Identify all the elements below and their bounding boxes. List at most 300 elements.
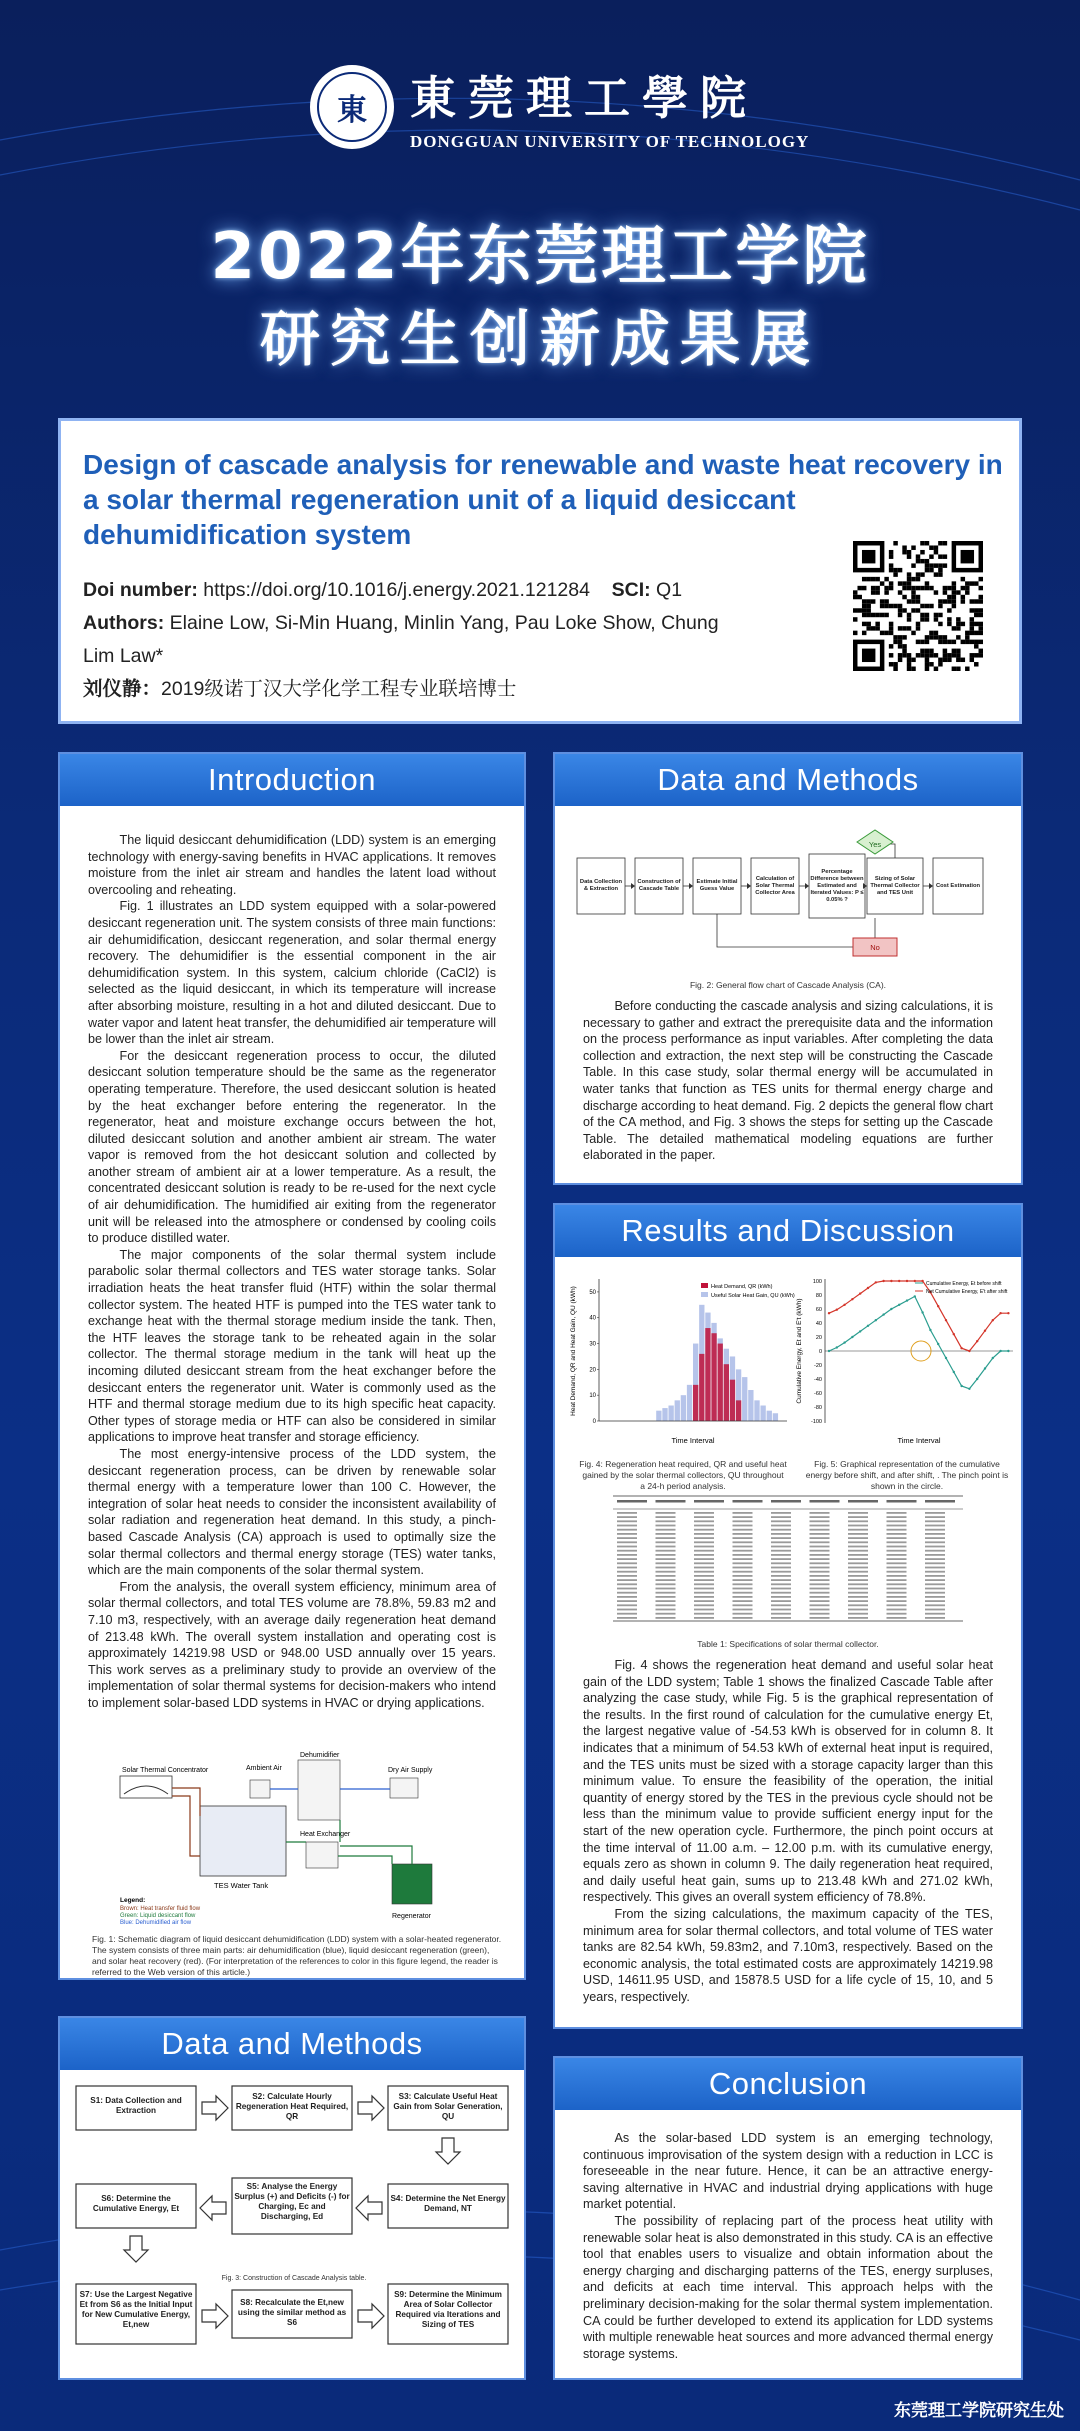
table-cell [810, 1516, 830, 1518]
table-cell [887, 1541, 907, 1543]
fig4-bar-useful-heat [687, 1385, 692, 1421]
table-cell [887, 1546, 907, 1548]
fig4-bar-heat-demand [724, 1364, 729, 1421]
table-cell [656, 1537, 676, 1539]
table-cell [694, 1596, 714, 1598]
table-cell [771, 1567, 791, 1569]
table-cell [887, 1600, 907, 1602]
fig5-ytick: -60 [814, 1391, 822, 1397]
fig4-caption: Fig. 4: Regeneration heat required, QR and useful heat gained by the solar thermal collectors, QU throughout a 24-h period analysis. [579, 1459, 787, 1491]
intro-paragraph: Fig. 1 illustrates an LDD system equipped with a solar-powered desiccant regeneration unit. The system consists of three main functions: air dehumidification, desiccant regeneration, and solar thermal energy recovery. The dehumidifier is the essential component in the air dehumidification system. In this system, calcium chloride (CaCl2) is selected as the liquid desiccant, in which its temperature will increase after absorbing moisture, resulting in a hot and diluted desiccant. Due to water vapor and latent heat transfer, the dehumidified air temperature will be lower than the inlet air stream. [88, 899, 496, 1047]
table-cell [694, 1575, 714, 1577]
table-cell [771, 1541, 791, 1543]
table-cell [925, 1575, 945, 1577]
fig4-bar-useful-heat [760, 1406, 765, 1421]
university-name-en: DONGGUAN UNIVERSITY OF TECHNOLOGY [410, 132, 810, 151]
table1-cascade-table [613, 1495, 963, 1633]
conclusion-paragraph: As the solar-based LDD system is an emerging technology, continuous improvisation of the system design with a reduction in LCC is foreseeable in the near future. Hence, it can be an attractive energy-saving alternative in HVAC and industrial drying applications with huge market potential. [583, 2131, 993, 2212]
fig2-caption: Fig. 2: General flow chart of Cascade Analysis (CA). [689, 980, 887, 990]
table-cell [925, 1596, 945, 1598]
fig1-label-ambient-air: Ambient Air [246, 1765, 282, 1772]
table-cell [810, 1533, 830, 1535]
table-cell [656, 1550, 676, 1552]
table-cell [733, 1592, 753, 1594]
table-cell [848, 1537, 868, 1539]
table-cell [733, 1588, 753, 1590]
table-cell [848, 1562, 868, 1564]
table-cell [733, 1567, 753, 1569]
table-cell [771, 1575, 791, 1577]
table-cell [848, 1609, 868, 1611]
table-cell [810, 1550, 830, 1552]
table-header-cell [694, 1500, 724, 1503]
table-cell [925, 1609, 945, 1611]
doi-label: Doi number: [83, 579, 198, 601]
flow-loop-back [717, 914, 875, 947]
authors-line [83, 607, 723, 673]
fig4-bar-useful-heat [681, 1395, 686, 1421]
fig5-ytick: 40 [815, 1321, 822, 1327]
fig5-point-before [828, 1350, 830, 1352]
table-cell [771, 1596, 791, 1598]
table-cell [925, 1562, 945, 1564]
table-cell [694, 1579, 714, 1581]
fig5-point-before [999, 1350, 1001, 1352]
table-cell [887, 1533, 907, 1535]
table-cell [810, 1600, 830, 1602]
table-cell [733, 1533, 753, 1535]
table-cell [733, 1529, 753, 1531]
table-cell [810, 1512, 830, 1514]
fig4-bar-heat-demand [699, 1354, 704, 1421]
table-header-cell [848, 1500, 878, 1503]
table-cell [925, 1613, 945, 1615]
table-cell [656, 1600, 676, 1602]
table-cell [694, 1533, 714, 1535]
table-cell [617, 1529, 637, 1531]
table-cell [656, 1567, 676, 1569]
table-cell [656, 1525, 676, 1527]
table-cell [694, 1516, 714, 1518]
table-cell [694, 1529, 714, 1531]
fig5-point-before [960, 1385, 962, 1387]
fig5-point-after [937, 1305, 939, 1307]
table-cell [925, 1541, 945, 1543]
fig4-bar-useful-heat [748, 1390, 753, 1421]
yes-label: Yes [868, 840, 882, 849]
fig5-point-after [843, 1304, 845, 1306]
fig4-bar-useful-heat [675, 1400, 680, 1421]
table-cell [848, 1550, 868, 1552]
fig5-ytick: 60 [815, 1307, 822, 1313]
table-cell [810, 1529, 830, 1531]
table-cell [887, 1596, 907, 1598]
table-cell [771, 1583, 791, 1585]
table-cell [925, 1592, 945, 1594]
fig5-point-after [984, 1330, 986, 1332]
table-header-cell [925, 1500, 955, 1503]
table-cell [848, 1592, 868, 1594]
table-cell [694, 1541, 714, 1543]
table-cell [887, 1512, 907, 1514]
intro-paragraph: From the analysis, the overall system efficiency, minimum area of solar thermal collectors, and total TES volume are 78.8%, 59.83 m2 and 7.10 m3, respectively, with an average daily regeneration heat demand of 213.48 kWh. The overall system installation and operating cost is approximately 14219.98 USD or 948.00 USD annually over 15 years. This work serves as a preliminary study to provide an overview of the implementation of solar thermal systems for decision-makers who intend to implement solar-based LDD systems in HVAC or drying applications. [88, 1579, 496, 1710]
table-cell [617, 1533, 637, 1535]
table-cell [771, 1588, 791, 1590]
fig1-caption: Fig. 1: Schematic diagram of liquid desiccant dehumidification (LDD) system with a solar-heated regenerator. The system consists of three main parts: air dehumidification (blue), liquid desiccant regeneration (green), and solar heat recovery (red). (For interpretation of the references to color in this figure legend, the reader is referred to the Web version of this article.) [92, 1934, 502, 1977]
fig4-bar-heat-demand [718, 1344, 723, 1421]
fig5-point-after [867, 1287, 869, 1289]
presenter-line [83, 673, 723, 706]
table-cell [617, 1588, 637, 1590]
data-methods-heading-bottom: Data and Methods [60, 2018, 524, 2070]
fig3-cascade-steps [74, 2084, 514, 2374]
table-cell [656, 1562, 676, 1564]
table-cell [810, 1575, 830, 1577]
introduction-body [60, 806, 524, 1711]
fig4-bar-useful-heat [742, 1377, 747, 1421]
methods-top-body [555, 998, 1021, 1164]
table-header-cell [887, 1500, 917, 1503]
table-cell [617, 1617, 637, 1619]
fig4-ytick: 50 [589, 1289, 596, 1296]
table-cell [771, 1554, 791, 1556]
flow-box-label: Estimate Initial Guess Value [696, 879, 738, 892]
table-cell [771, 1600, 791, 1602]
table-cell [771, 1609, 791, 1611]
flow-box-label: Calculation of Solar Thermal Collector Area [755, 875, 795, 896]
conclusion-section [553, 2056, 1023, 2380]
table-cell [887, 1588, 907, 1590]
fig5-point-after [992, 1319, 994, 1321]
table-cell [810, 1613, 830, 1615]
flow-box-label: Cost Estimation [935, 882, 981, 889]
table-cell [694, 1537, 714, 1539]
table-cell [810, 1520, 830, 1522]
step-s7: S7: Use the Largest Negative Et from S6 as the Initial Input for New Cumulative Energy, Et,new [79, 2290, 193, 2329]
table-cell [771, 1512, 791, 1514]
table-cell [887, 1617, 907, 1619]
table-cell [848, 1525, 868, 1527]
table-cell [887, 1571, 907, 1573]
table-cell [810, 1596, 830, 1598]
table-cell [656, 1529, 676, 1531]
table-cell [771, 1592, 791, 1594]
table-cell [656, 1592, 676, 1594]
table-cell [887, 1520, 907, 1522]
table-cell [733, 1613, 753, 1615]
fig5-ytick: -100 [810, 1419, 822, 1425]
fig5-point-after [859, 1292, 861, 1294]
intro-paragraph: The major components of the solar thermal system include parabolic solar thermal collectors and TES water storage tanks. Solar irradiation heats the heat transfer fluid (HTF) within the solar thermal collector system. The heated HTF is pumped into the TES water tank to exchange heat with the thermal storage medium inside the tank. Then, the HTF leaves the storage tank to be reheated again in the solar collector. The thermal storage medium in the tank will heat up the incoming diluted desiccant stream from the heat exchanger before the desiccant enters the regenerator unit. Water is commonly used as the HTF and thermal storage medium due to its high specific heat capacity. Other types of storage media or HTF can also be considered in similar applications to improve heat transfer and storage efficiency. [88, 1247, 496, 1445]
conclusion-heading: Conclusion [555, 2058, 1021, 2110]
table-cell [810, 1567, 830, 1569]
table1-caption: Table 1: Specifications of solar thermal collector. [697, 1639, 879, 1649]
introduction-section [58, 752, 526, 1980]
table-cell [810, 1604, 830, 1606]
table-cell [848, 1575, 868, 1577]
table-cell [617, 1512, 637, 1514]
fig5-point-after [999, 1312, 1001, 1314]
table-cell [617, 1550, 637, 1552]
table-cell [694, 1562, 714, 1564]
fig5-point-before [890, 1308, 892, 1310]
table-cell [733, 1520, 753, 1522]
table-cell [656, 1596, 676, 1598]
fig4-bar-useful-heat [754, 1400, 759, 1421]
fig5-caption: Fig. 5: Graphical representation of the cumulative energy before shift, and after shift, . The pinch point is shown in the circle. [805, 1459, 1009, 1491]
fig5-point-after [1007, 1312, 1009, 1314]
table-cell [810, 1537, 830, 1539]
authors-value: Elaine Low, Si-Min Huang, Minlin Yang, Pau Loke Show, Chung Lim Law* [83, 612, 719, 667]
fig5-point-before [859, 1330, 861, 1332]
step-s4: S4: Determine the Net Energy Demand, NT [390, 2194, 506, 2213]
fig5-point-after [906, 1280, 908, 1282]
table-cell [694, 1550, 714, 1552]
table-cell [733, 1546, 753, 1548]
fig5-point-after [875, 1281, 877, 1283]
fig1-label-regenerator: Regenerator [392, 1913, 431, 1920]
table-cell [887, 1537, 907, 1539]
fig4-legend-1: Heat Demand, QR (kWh) [711, 1284, 773, 1290]
intro-paragraph: The liquid desiccant dehumidification (LDD) system is an emerging technology with energy-saving benefits in HVAC applications. It removes moisture from the inlet air stream and handles the latent load without overcooling and reheating. [88, 833, 496, 897]
table-cell [925, 1546, 945, 1548]
table-cell [925, 1520, 945, 1522]
table-cell [617, 1537, 637, 1539]
fig4-bar-useful-heat [656, 1411, 661, 1421]
table-cell [810, 1541, 830, 1543]
table-header-cell [810, 1500, 840, 1503]
table-cell [617, 1575, 637, 1577]
fig5-point-before [929, 1329, 931, 1331]
table-cell [925, 1550, 945, 1552]
table-cell [656, 1575, 676, 1577]
table-cell [771, 1529, 791, 1531]
data-methods-section-top [553, 752, 1023, 1185]
fig1-label-dehumidifier: Dehumidifier [300, 1752, 340, 1759]
fig4-ytick: 30 [589, 1341, 596, 1348]
table-cell [733, 1596, 753, 1598]
table-cell [656, 1588, 676, 1590]
table-cell [733, 1562, 753, 1564]
fig5-point-before [882, 1313, 884, 1315]
flow-box-label: Construction of Cascade Table [637, 879, 681, 892]
table-cell [848, 1533, 868, 1535]
fig1-schematic-diagram [120, 1752, 480, 1926]
fig4-bar-useful-heat [668, 1406, 673, 1421]
table-cell [771, 1558, 791, 1560]
table-cell [810, 1562, 830, 1564]
table-cell [771, 1550, 791, 1552]
fig5-point-after [921, 1280, 923, 1282]
fig5-ytick: -80 [814, 1405, 822, 1411]
fig4-ytick: 0 [592, 1419, 596, 1425]
table-cell [848, 1529, 868, 1531]
table-cell [694, 1512, 714, 1514]
qr-code-icon[interactable] [853, 541, 983, 671]
table-cell [694, 1600, 714, 1602]
table-cell [733, 1558, 753, 1560]
table-cell [771, 1613, 791, 1615]
fig5-point-after [828, 1312, 830, 1314]
table-cell [925, 1567, 945, 1569]
table-cell [925, 1537, 945, 1539]
data-methods-section-bottom [58, 2016, 526, 2380]
exhibition-title-line2: 研究生创新成果展 [260, 305, 820, 375]
header [0, 0, 1080, 400]
fig5-point-before [953, 1371, 955, 1373]
table-cell [810, 1571, 830, 1573]
table-cell [656, 1546, 676, 1548]
flow-box-label: Sizing of Solar Thermal Collector and TES Unit [870, 875, 920, 896]
fig5-point-after [914, 1280, 916, 1282]
flow-arrowhead [805, 883, 809, 889]
results-paragraph: Fig. 4 shows the regeneration heat demand and useful solar heat gain of the LDD system; Table 1 shows the finalized Cascade Table after analyzing the case study, while Fig. 5 is the graphical representation of the results. In the first round of calculation for the cumulative energy Et, the largest negative value of -54.53 kWh is observed for in column 8. It indicates that a minimum of 54.53 kWh of external heat input is required, and the TES units must be sized with a storage capacity larger than this minimum value. To ensure the feasibility of the operation, the initial quantity of energy stored by the TES in the previous cycle should not be less than the minimum value to provide sufficient energy input for the start of the new operation cycle. Furthermore, the pinch point occurs at the time interval of 11.00 a.m. – 12.00 p.m. with its cumulative energy, equals zero as shown in column 9. The daily regeneration heat required, and daily useful heat gain, sums up to 213.48 kWh and 271.02 kWh, respectively. This gives an overall system efficiency of 78.8%. [583, 1658, 993, 1905]
fig5-point-before [945, 1357, 947, 1359]
table-cell [617, 1546, 637, 1548]
table-cell [887, 1575, 907, 1577]
step-s3: S3: Calculate Useful Heat Gain from Solar Generation, QU [393, 2092, 503, 2121]
table-cell [694, 1558, 714, 1560]
conclusion-paragraph: The possibility of replacing part of the process heat utility with renewable solar heat is also demonstrated in this study. CA is an effective tool that enables users to visualize and obtain information about the energy charging and discharging patterns of the TES, energy surpluses, and deficits at each time interval. This approach helps with the preliminary decision-making for the solar thermal system implementation. CA could be further developed to extend its application for LDD systems with multiple renewable heat sources and more advanced thermal energy storage systems. [583, 2213, 993, 2361]
table-cell [848, 1567, 868, 1569]
fig4-bar-heat-demand [736, 1400, 741, 1421]
table-cell [617, 1604, 637, 1606]
table-cell [694, 1583, 714, 1585]
table-cell [733, 1579, 753, 1581]
fig5-ytick: 20 [815, 1335, 822, 1341]
table-cell [887, 1609, 907, 1611]
fig5-point-before [906, 1299, 908, 1301]
table-cell [694, 1571, 714, 1573]
paper-info-card [58, 418, 1022, 724]
table-cell [848, 1546, 868, 1548]
paper-meta [83, 574, 723, 706]
table-cell [733, 1575, 753, 1577]
fig5-point-before [968, 1388, 970, 1390]
conclusion-body [555, 2110, 1021, 2362]
fig5-point-before [984, 1367, 986, 1369]
fig4-legend-2: Useful Solar Heat Gain, QU (kWh) [711, 1293, 795, 1299]
fig1-legend-title: Legend: [120, 1897, 146, 1904]
table-cell [694, 1554, 714, 1556]
table-cell [848, 1571, 868, 1573]
table-cell [810, 1588, 830, 1590]
fig5-ytick: -40 [814, 1377, 822, 1383]
results-paragraph: From the sizing calculations, the maximum capacity of the TES, minimum area for solar thermal collectors, and total volume of TES water tanks are 82.54 kWh, 59.83m2, and 7.10m3, respectively. Based on the economic analysis, the total estimated costs are approximately 14219.98 USD, 14611.95 USD, and 15878.5 USD for a life cycle of 15, 10, and 5 years, respectively. [583, 1906, 993, 2004]
table-cell [617, 1567, 637, 1569]
table-cell [925, 1529, 945, 1531]
table-cell [656, 1579, 676, 1581]
table-cell [810, 1609, 830, 1611]
table-cell [694, 1604, 714, 1606]
table-cell [617, 1583, 637, 1585]
table-cell [771, 1562, 791, 1564]
fig1-label-heat-exchanger: Heat Exchanger [300, 1831, 351, 1838]
sci-label: SCI: [611, 579, 651, 601]
doi-value[interactable]: https://doi.org/10.1016/j.energy.2021.121284 [197, 579, 590, 601]
fig5-xlabel: Time Interval [897, 1436, 941, 1445]
table-cell [617, 1562, 637, 1564]
fig5-point-before [867, 1325, 869, 1327]
table-cell [848, 1604, 868, 1606]
table-cell [887, 1516, 907, 1518]
intro-paragraph: The most energy-intensive process of the LDD system, the desiccant regeneration process, can be driven by renewable solar thermal energy with a temperature lower than 100 C. However, the integration of solar heat needs to consider the inconsistent availability of solar radiation and regeneration heat demand. In this study, a pinch-based Cascade Analysis (CA) approach is used to optimally size the solar thermal collectors and thermal energy storage (TES) water tanks, which are the main components of the solar thermal system. [88, 1446, 496, 1578]
table-cell [848, 1520, 868, 1522]
table-cell [617, 1592, 637, 1594]
table-cell [887, 1550, 907, 1552]
table-cell [656, 1604, 676, 1606]
fig5-point-after [976, 1340, 978, 1342]
table-cell [771, 1546, 791, 1548]
footer-organizer: 东莞理工学院研究生处 [894, 2401, 1064, 2421]
fig5-ytick: 80 [815, 1293, 822, 1299]
fig5-point-after [953, 1333, 955, 1335]
table-cell [617, 1516, 637, 1518]
step-s9: S9: Determine the Minimum Area of Solar Collector Required via Iterations and Sizing of TES [394, 2290, 502, 2329]
table-cell [656, 1617, 676, 1619]
table-cell [887, 1562, 907, 1564]
table-header-cell [656, 1500, 686, 1503]
fig4-ytick: 20 [589, 1367, 596, 1374]
table-header-cell [733, 1500, 763, 1503]
university-name-cn: 東莞理工學院 [410, 71, 758, 125]
fig1-label-tes-tank: TES Water Tank [214, 1881, 269, 1890]
fig5-point-after [898, 1280, 900, 1282]
fig4-ytick: 10 [589, 1393, 596, 1400]
paper-title: Design of cascade analysis for renewable and waste heat recovery in a solar thermal regeneration unit of a liquid desiccant dehumidification system [83, 449, 1003, 550]
table-cell [694, 1609, 714, 1611]
exhibition-title-line1: 2022年东莞理工学院 [210, 220, 870, 294]
table-header-cell [771, 1500, 801, 1503]
table-cell [925, 1516, 945, 1518]
fig5-point-before [976, 1378, 978, 1380]
table-cell [733, 1541, 753, 1543]
table-cell [617, 1579, 637, 1581]
table-cell [848, 1512, 868, 1514]
table-cell [771, 1604, 791, 1606]
table-cell [656, 1609, 676, 1611]
table-cell [848, 1558, 868, 1560]
flow-box-label: Data Collection & Extraction [579, 879, 623, 892]
table-cell [925, 1617, 945, 1619]
fig5-ytick: 100 [812, 1279, 822, 1285]
flow-arrowhead [689, 883, 693, 889]
table-cell [810, 1546, 830, 1548]
fig5-point-after [945, 1319, 947, 1321]
table-cell [771, 1537, 791, 1539]
authors-label: Authors: [83, 612, 165, 634]
table-cell [925, 1579, 945, 1581]
table-cell [694, 1525, 714, 1527]
table-cell [848, 1613, 868, 1615]
fig1-label-concentrator: Solar Thermal Concentrator [122, 1767, 209, 1774]
table-cell [617, 1541, 637, 1543]
table-cell [848, 1554, 868, 1556]
table-cell [617, 1520, 637, 1522]
fig2-ca-flowchart [575, 818, 1005, 968]
table-cell [887, 1558, 907, 1560]
table-cell [733, 1583, 753, 1585]
data-methods-heading-top: Data and Methods [555, 754, 1021, 806]
table-cell [925, 1533, 945, 1535]
table-cell [694, 1617, 714, 1619]
table-cell [848, 1617, 868, 1619]
fig1-legend-green: Green: Liquid desiccant flow [120, 1913, 196, 1919]
table-cell [925, 1554, 945, 1556]
table-cell [925, 1571, 945, 1573]
table-cell [848, 1579, 868, 1581]
fig5-point-after [960, 1347, 962, 1349]
